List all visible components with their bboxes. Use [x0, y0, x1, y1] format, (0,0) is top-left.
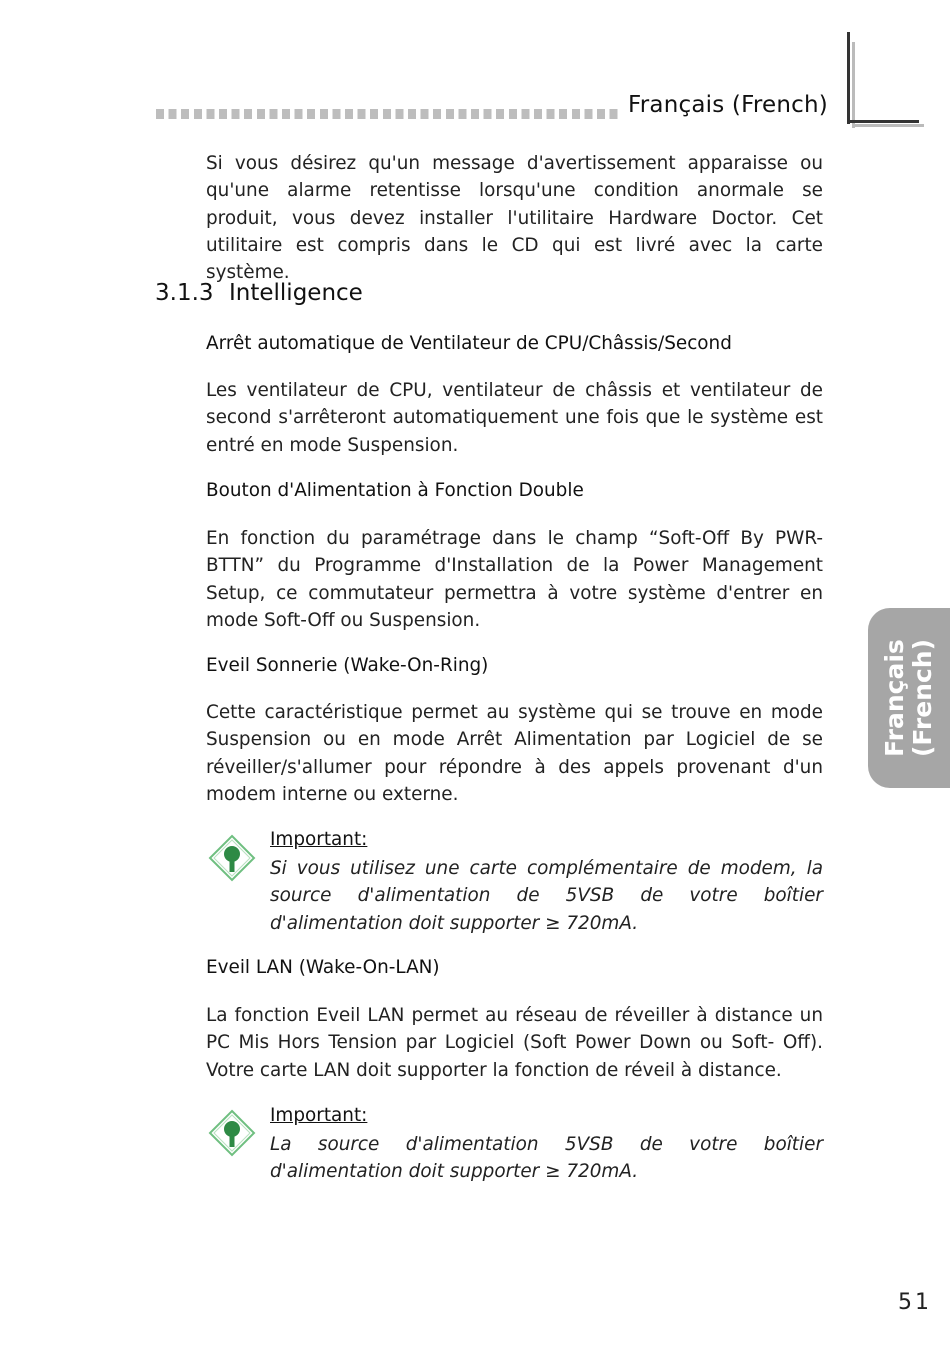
header-title: Français (French): [628, 92, 828, 118]
section-number: 3.1.3: [155, 280, 214, 306]
ring-paragraph: Cette caractéristique permet au système qui se trouve en mode Suspension ou en mode Arrêt Alimentation par Logiciel de se réveiller/s'allumer pour répondre à des appels provenant d'un modem interne ou externe.: [206, 702, 823, 805]
header-dotted-rule: [156, 109, 618, 119]
corner-mark-shadow-vertical: [852, 42, 855, 128]
corner-mark-horizontal: [847, 120, 919, 123]
fan-heading: Arrêt automatique de Ventilateur de CPU/Châssis/Second: [206, 333, 732, 354]
corner-mark-vertical: [847, 32, 850, 124]
lightbulb-note-icon: [208, 1109, 256, 1157]
note1-text: Si vous utilisez une carte complémentaire de modem, la source d'alimentation de 5VSB de votre boîtier d'alimentation doit supporter ≥ 720mA.: [270, 858, 823, 934]
lan-heading: Eveil LAN (Wake-On-LAN): [206, 957, 440, 978]
intro-paragraph: Si vous désirez qu'un message d'avertissement apparaisse ou qu'une alarme retentisse lorsqu'une condition anormale se produit, vous devez installer l'utilitaire Hardware Doctor. Cet utilitaire est compris dans le CD qui est livré avec la carte système.: [206, 153, 823, 284]
note2-label: Important:: [270, 1105, 368, 1126]
note1-label: Important:: [270, 829, 368, 850]
side-tab-label: [881, 639, 937, 757]
corner-mark-shadow-horizontal: [852, 124, 924, 127]
note2-text: La source d'alimentation 5VSB de votre boîtier d'alimentation doit supporter ≥ 720mA.: [270, 1134, 823, 1183]
lan-paragraph: La fonction Eveil LAN permet au réseau de réveiller à distance un PC Mis Hors Tension par Logiciel (Soft Power Down ou Soft- Off). Votre carte LAN doit supporter la fonction de réveil à distance.: [206, 1005, 823, 1081]
fan-paragraph: Les ventilateur de CPU, ventilateur de châssis et ventilateur de second s'arrêteront automatiquement une fois que le système est entré en mode Suspension.: [206, 380, 823, 456]
section-heading: [155, 280, 363, 306]
side-tab-line1: Français: [880, 639, 909, 757]
side-tab-line2: (French): [908, 638, 937, 758]
power-paragraph: En fonction du paramétrage dans le champ “Soft-Off By PWR-BTTN” du Programme d'Installation de la Power Management Setup, ce commutateur permettra à votre système d'entrer en mode Soft-Off ou Suspension.: [206, 528, 823, 631]
ring-heading: Eveil Sonnerie (Wake-On-Ring): [206, 655, 489, 676]
section-title: Intelligence: [229, 280, 363, 306]
lightbulb-note-icon: [208, 834, 256, 882]
power-heading: Bouton d'Alimentation à Fonction Double: [206, 480, 584, 501]
page-number: 51: [898, 1290, 932, 1315]
